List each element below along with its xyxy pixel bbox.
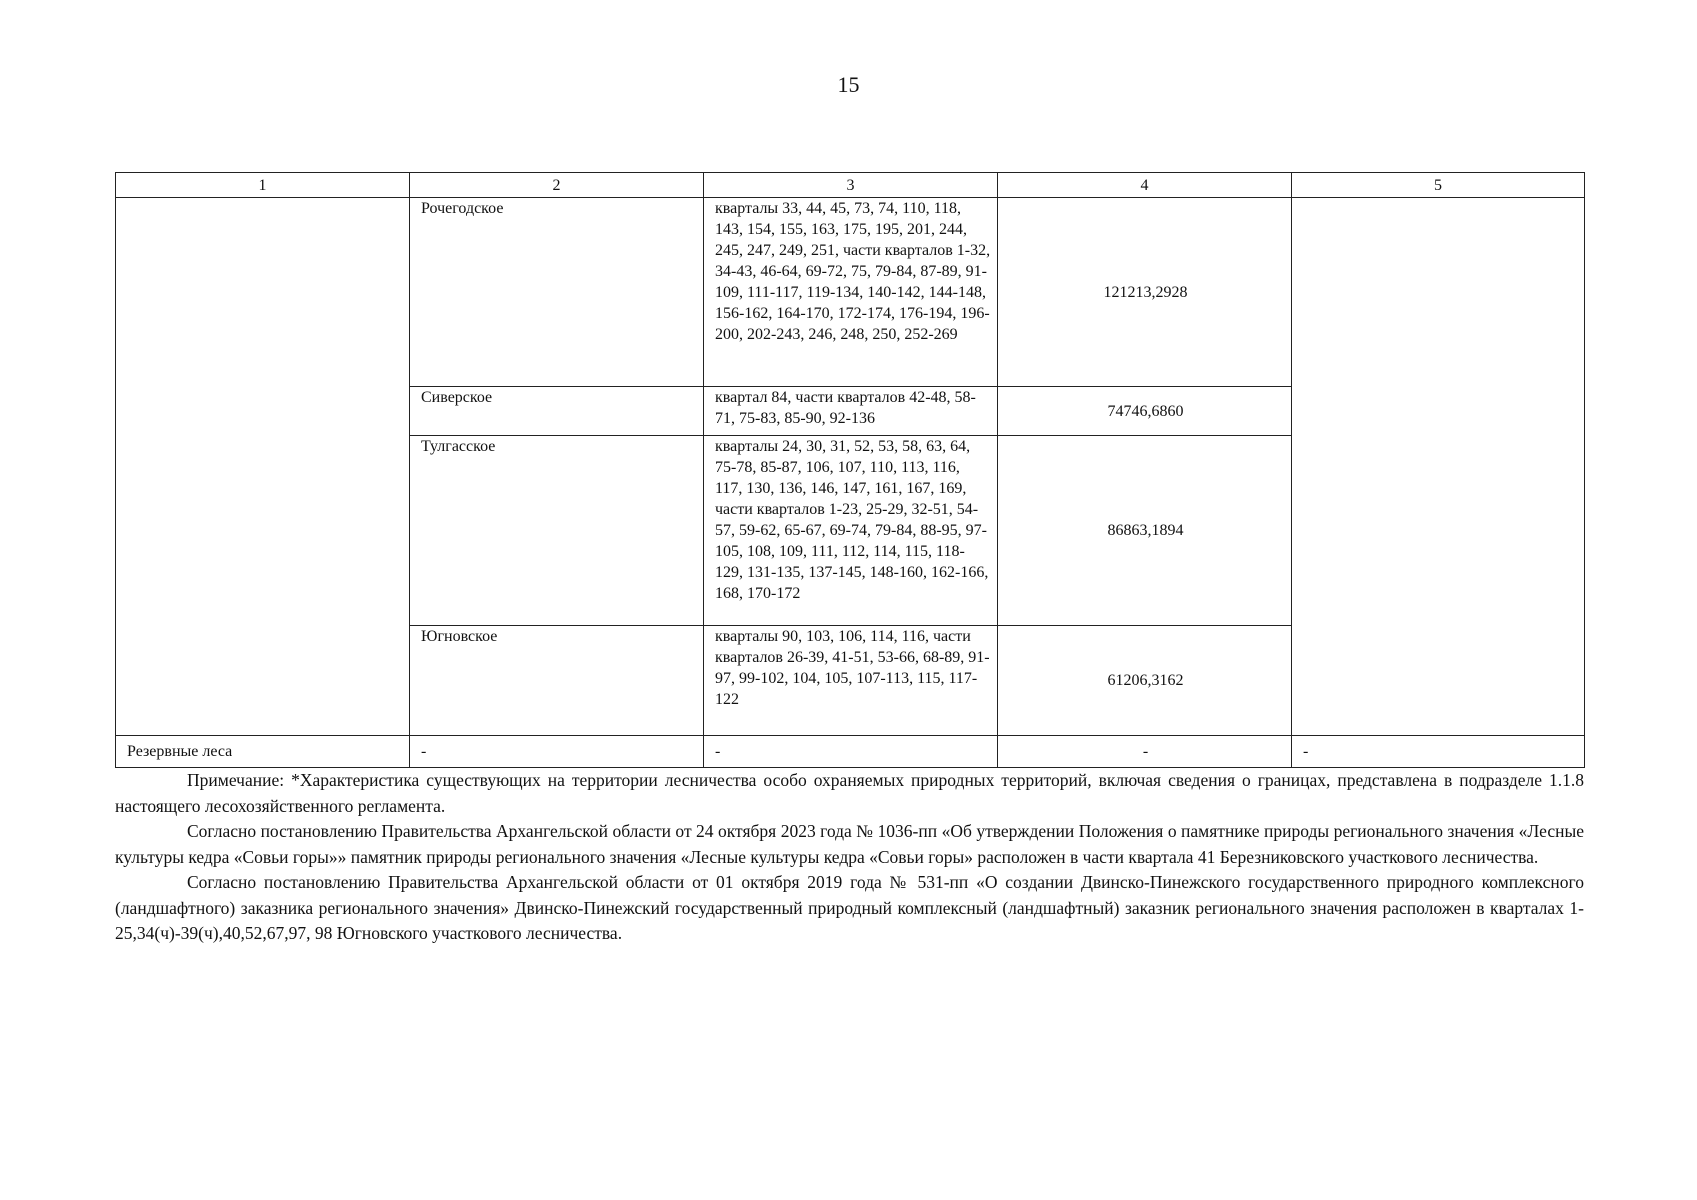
table-row	[116, 198, 1585, 387]
note-paragraph: Согласно постановлению Правительства Архангельской области от 01 октября 2019 года № 531-пп «О создании Двинско-Пинежского государственного природного комплексного (ландшафтного) заказника регионального значения» Двинско-Пинежский государственный природный комплексный (ландшафтный) заказник регионального значения расположен в кварталах 1-25,34(ч)-39(ч),40,52,67,97, 98 Югновского участкового лесничества.	[115, 872, 1584, 943]
merged-column-5-cell	[1292, 198, 1585, 736]
column-header-2: 2	[410, 173, 704, 198]
area-cell: 61206,3162	[998, 626, 1292, 736]
reserve-cell-5: -	[1292, 736, 1585, 768]
area-cell: 121213,2928	[998, 198, 1292, 387]
reserve-cell-3: -	[704, 736, 998, 768]
page-number: 15	[837, 72, 860, 97]
area-cell: 74746,6860	[998, 387, 1292, 436]
quarters-cell: кварталы 90, 103, 106, 114, 116, части кварталов 26-39, 41-51, 53-66, 68-89, 91-97, 99-102, 104, 105, 107-113, 115, 117-122	[704, 626, 998, 736]
merged-column-1-cell	[116, 198, 410, 736]
reserve-forests-label: Резервные леса	[116, 736, 410, 768]
forestry-name-cell: Рочегодское	[410, 198, 704, 387]
forest-regulation-table	[115, 172, 1585, 768]
forestry-name-cell: Югновское	[410, 626, 704, 736]
column-header-5: 5	[1292, 173, 1585, 198]
reserve-forests-row	[116, 736, 1585, 768]
reserve-cell-2: -	[410, 736, 704, 768]
column-header-3: 3	[704, 173, 998, 198]
area-cell: 86863,1894	[998, 436, 1292, 626]
quarters-cell: квартал 84, части кварталов 42-48, 58-71, 75-83, 85-90, 92-136	[704, 387, 998, 436]
table-header-row	[116, 173, 1585, 198]
notes-section	[115, 768, 1584, 947]
forestry-name-cell: Сиверское	[410, 387, 704, 436]
reserve-cell-4: -	[998, 736, 1292, 768]
forestry-name-cell: Тулгасское	[410, 436, 704, 626]
column-header-1: 1	[116, 173, 410, 198]
note-paragraph: Согласно постановлению Правительства Архангельской области от 24 октября 2023 года № 1036-пп «Об утверждении Положения о памятнике природы регионального значения «Лесные культуры кедра «Совьи горы»» памятник природы регионального значения «Лесные культуры кедра «Совьи горы» расположен в части квартала 41 Березниковского участкового лесничества.	[115, 821, 1584, 867]
quarters-cell: кварталы 33, 44, 45, 73, 74, 110, 118, 143, 154, 155, 163, 175, 195, 201, 244, 245, 247, 249, 251, части кварталов 1-32, 34-43, 46-64, 69-72, 75, 79-84, 87-89, 91-109, 111-117, 119-134, 140-142, 144-148, 156-162, 164-170, 172-174, 176-194, 196-200, 202-243, 246, 248, 250, 252-269	[704, 198, 998, 387]
note-paragraph: Примечание: *Характеристика существующих на территории лесничества особо охраняемых природных территорий, включая сведения о границах, представлена в подразделе 1.1.8 настоящего лесохозяйственного регламента.	[115, 770, 1584, 816]
quarters-cell: кварталы 24, 30, 31, 52, 53, 58, 63, 64, 75-78, 85-87, 106, 107, 110, 113, 116, 117, 130, 136, 146, 147, 161, 167, 169, части кварталов 1-23, 25-29, 32-51, 54-57, 59-62, 65-67, 69-74, 79-84, 88-95, 97-105, 108, 109, 111, 112, 114, 115, 118-129, 131-135, 137-145, 148-160, 162-166, 168, 170-172	[704, 436, 998, 626]
column-header-4: 4	[998, 173, 1292, 198]
